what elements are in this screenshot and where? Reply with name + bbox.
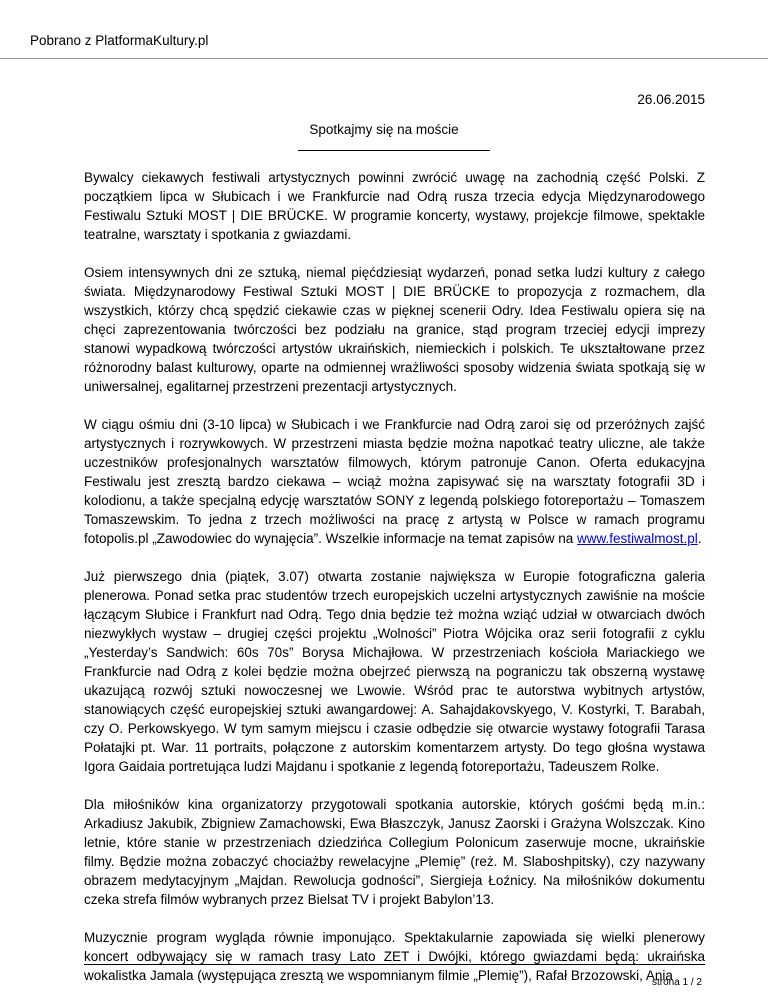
article-date: 26.06.2015: [637, 92, 705, 107]
paragraph-festival-overview: Osiem intensywnych dni ze sztuką, niemal pięćdziesiąt wydarzeń, ponad setka ludzi kultury z całego świata. Międzynarodowy Festiwal Sztuki MOST | DIE BRÜCKE to propozycja z rozmachem, dla wszystkich, którzy chcą spędzić ciekawie czas w pięknej scenerii Odry. Idea Festiwalu opiera się na chęci zaprezentowania twórczości bez podziału na granice, stąd program trzeciej edycji imprezy stanowi wypadkową twórczości artystów ukraińskich, niemieckich i polskich. Te ukształtowane przez różnorodny balast kulturowy, oparte na odmiennej wrażliwości sposoby widzenia świata spotkają się w uniwersalnej, egalitarnej przestrzeni prezentacji artystycznych.: [84, 265, 705, 394]
paragraph-exhibitions: Już pierwszego dnia (piątek, 3.07) otwarta zostanie największa w Europie fotograficzna galeria plenerowa. Ponad setka prac studentów trzech europejskich uczelni artystycznych zawiśnie na moście łączącym Słubice i Frankfurt nad Odrą. Tego dnia będzie też można wziąć udział w otwarciach dwóch niezwykłych wystaw – drugiej części projektu „Wolności” Piotra Wójcika oraz serii fotografii z cyklu „Yesterday’s Sandwich: 60s 70s” Borysa Michajłowa. W przestrzeniach kościoła Mariackiego we Frankfurcie nad Odrą z kolei będzie można obejrzeć pierwszą na pograniczu tak obszerną wystawę ukazującą rozwój sztuki nowoczesnej we Lwowie. Wśród prac te autorstwa wybitnych artystów, stanowiących część europejskiej sztuki awangardowej: A. Sahajdakovskyego, V. Kostyrki, T. Barabah, czy O. Perkowskyego. W tym samym miejscu i czasie odbędzie się otwarcie wystawy fotografii Tarasa Połatajki pt. War. 11 portraits, połączone z autorskim komentarzem artysty. Do tego głośna wystawa Igora Gaidaia portretująca ludzi Majdanu i spotkanie z legendą fotoreportażu, Tadeuszem Rolke.: [84, 569, 705, 774]
festival-website-link[interactable]: www.festiwalmost.pl: [576, 531, 698, 546]
paragraph-intro: Bywalcy ciekawych festiwali artystycznych powinni zwrócić uwagę na zachodnią część Polski. Z początkiem lipca w Słubicach i we Frankfurcie nad Odrą rusza trzecia edycja Międzynarodowego Festiwalu Sztuki MOST | DIE BRÜCKE. W programie koncerty, wystawy, projekcje filmowe, spektakle teatralne, warsztaty i spotkania z gwiazdami.: [84, 170, 705, 242]
article-body: [84, 168, 705, 1004]
paragraph-music: Muzycznie program wygląda równie imponująco. Spektakularnie zapowiada się wielki plenerowy koncert odbywający się w ramach trasy Lato ZET i Dwójki, którego gwiazdami będą: ukraińska wokalistka Jamala (występująca zresztą we wspomnianym filmie „Plemię”), Rafał Brzozowski, Ania: [84, 930, 705, 983]
header-divider: [0, 58, 768, 59]
link-suffix: .: [697, 531, 702, 546]
article-title: Spotkajmy się na moście: [309, 122, 459, 137]
title-underline: [298, 150, 490, 151]
page-number: strona 1 / 2: [651, 977, 702, 988]
paragraph-cinema: Dla miłośników kina organizatorzy przygotowali spotkania autorskie, których gośćmi będą m.in.: Arkadiusz Jakubik, Zbigniew Zamachowski, Ewa Błaszczyk, Janusz Zaorski i Grażyna Wolszczak. Kino letnie, które stanie w przestrzeniach dziedzińca Collegium Polonicum zaserwuje mocne, ukraińskie filmy. Będzie można zobaczyć chociażby rewelacyjne „Plemię” (reż. M. Slaboshpitsky), czy nazywany obrazem medytacyjnym „Majdan. Rewolucja godności”, Siergieja Łoźnicy. Na miłośników dokumentu czeka strefa filmów wybranych przez Bielsat TV i projekt Babylon’13.: [84, 797, 705, 907]
source-header: Pobrano z PlatformaKultury.pl: [30, 33, 209, 48]
footer-divider: [84, 964, 705, 965]
paragraph-workshops-text: W ciągu ośmiu dni (3-10 lipca) w Słubicach i we Frankfurcie nad Odrą zaroi się od przeróżnych zajść artystycznych i rozrywkowych. W przestrzeni miasta będzie można napotkać teatry uliczne, ale także uczestników profesjonalnych warsztatów filmowych, którym patronuje Canon. Oferta edukacyjna Festiwalu jest zresztą bardzo ciekawa – wciąż można zapisywać się na warsztaty fotografii 3D i kolodionu, a także specjalną edycję warsztatów SONY z legendą polskiego fotoreportażu – Tomaszem Tomaszewskim. To jedna z trzech możliwości na pracę z artystą w Polsce w ramach programu fotopolis.pl „Zawodowiec do wynajęcia”. Wszelkie informacje na temat zapisów na: [84, 417, 705, 546]
paragraph-workshops: [84, 415, 705, 548]
